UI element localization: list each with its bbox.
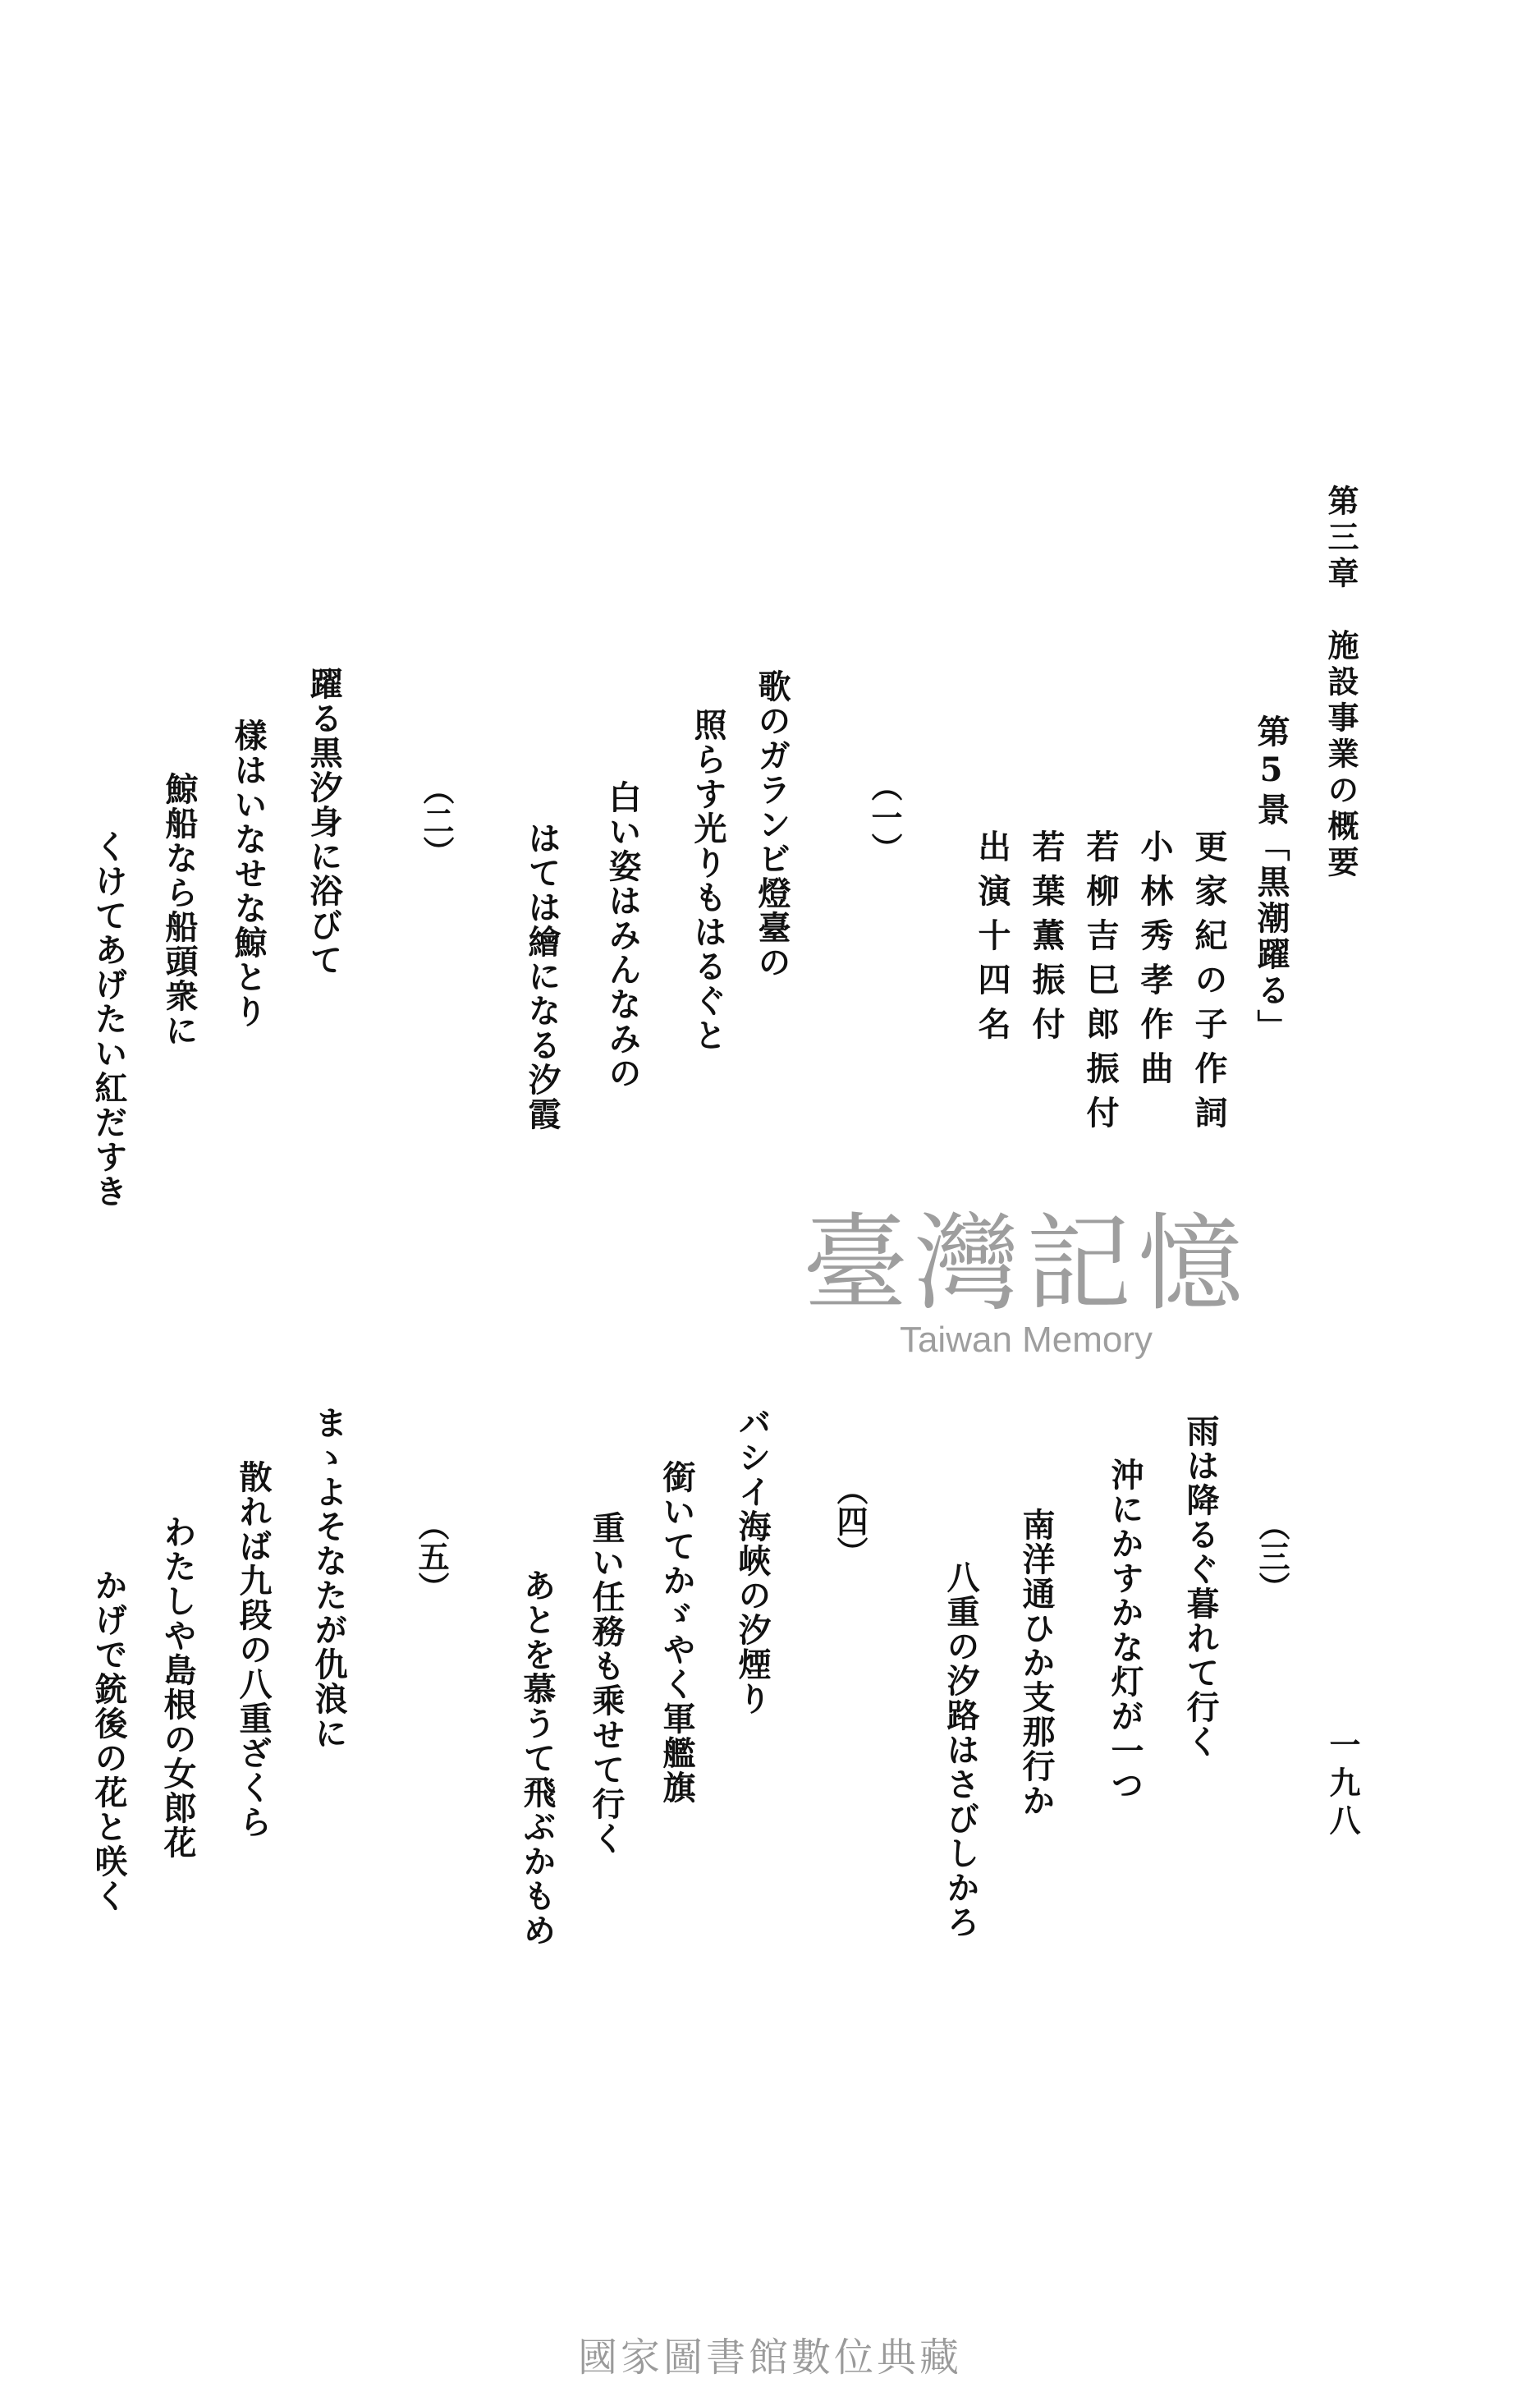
section-2-line-4: くけてあげたい紅だすき xyxy=(89,829,128,1209)
section-3-line-1: 雨は降るぐ暮れて行く xyxy=(1181,1414,1220,1759)
section-5-line-4: かげで銃後の花と咲く xyxy=(89,1568,128,1913)
section-1-line-3: 白い姿はみんなみの xyxy=(603,780,642,1091)
section-4-line-4: あとを慕うて飛ぶかもめ xyxy=(518,1568,557,1948)
section-4-line-3: 重い任務も乘せて行く xyxy=(587,1511,626,1856)
section-3-number: （三） xyxy=(1254,1509,1290,1603)
section-2-line-2: 樣はいなせな鯨とり xyxy=(229,719,268,1029)
watermark xyxy=(763,1203,1289,1361)
section-4-line-1: バシイ海峽の汐煙り xyxy=(733,1406,772,1716)
section-2-number: （二） xyxy=(418,774,455,867)
credit-composer: 小林秀孝作曲 xyxy=(1135,829,1174,1095)
section-3-line-3: 南洋通ひか支那行か xyxy=(1017,1508,1056,1818)
section-3-line-2: 沖にかすかな灯が一つ xyxy=(1106,1458,1144,1802)
section-1-number: （一） xyxy=(866,770,903,864)
credit-lyricist: 更家紀の子作詞 xyxy=(1189,829,1228,1140)
section-1-line-4: はては繪になる汐霞 xyxy=(523,821,561,1132)
section-5-line-2: 散れば九段の八重ざくら xyxy=(234,1460,273,1839)
credit-choreographer-2: 若葉薫振付 xyxy=(1027,829,1066,1051)
section-5-number: （五） xyxy=(413,1509,450,1603)
section-2-line-1: 躍る黒汐身に浴びて xyxy=(305,667,343,977)
page-number: 一九八 xyxy=(1324,1729,1361,1842)
section-5-line-3: わたしや島根の女郎花 xyxy=(158,1515,197,1860)
credit-choreographer-1: 若柳吉巳郎振付 xyxy=(1081,829,1120,1140)
footer-credit: 國家圖書館數位典藏 xyxy=(577,2335,962,2381)
section-2-line-3: 鯨船なら船頭衆に xyxy=(160,772,199,1048)
section-4-number: （四） xyxy=(832,1474,869,1568)
chapter-title: 第三章 施設事業の概要 xyxy=(1322,484,1359,882)
section-4-line-2: 銜いてかゞやく軍艦旗 xyxy=(658,1460,696,1805)
watermark-title: 臺灣記憶 xyxy=(802,1203,1249,1325)
section-1-line-2: 照らす光りもはるぐと xyxy=(689,708,727,1053)
section-1-line-1: 歌のガランビ燈臺の xyxy=(753,669,791,980)
section-3-line-4: 八重の汐路はさびしかろ xyxy=(942,1560,980,1940)
credit-cast: 出演十四名 xyxy=(973,829,1011,1051)
watermark-subtitle: Taiwan Memory xyxy=(899,1319,1153,1360)
section-5-line-1: まゝよそなたが仇浪に xyxy=(309,1406,348,1751)
scene-title: 第5景「黒潮躍る」 xyxy=(1252,714,1290,1045)
